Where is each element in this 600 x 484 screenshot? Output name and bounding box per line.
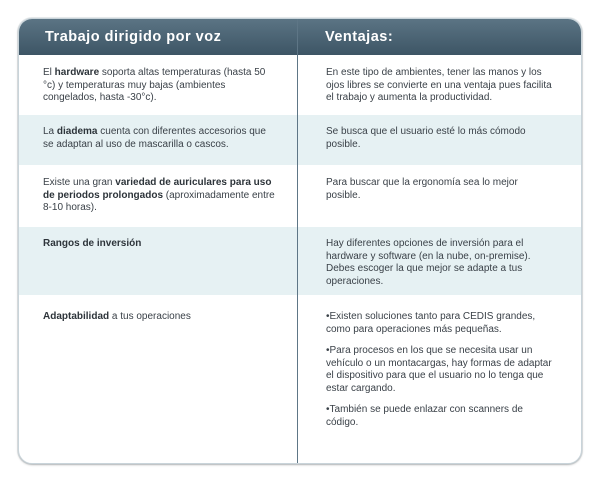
advantage-bullet: •Para procesos en los que se necesita usar un vehículo o un montacargas, hay formas de adaptar el dispositivo para que el usuario no lo tenga que estar cargando. (326, 345, 552, 394)
table-row (19, 115, 581, 165)
row-advantage: Para buscar que la ergonomía sea lo mejor posible. (326, 177, 518, 201)
row-feature: El hardware soporta altas temperaturas (hasta 50 °c) y temperaturas muy bajas (ambientes congelados, hasta -30°c). (43, 67, 266, 103)
advantage-bullet: •Existen soluciones tanto para CEDIS grandes, como para operaciones más pequeñas. (326, 311, 536, 335)
header-right-title: Ventajas: (325, 29, 394, 45)
table-row (19, 227, 581, 295)
row-advantage: En este tipo de ambientes, tener las manos y los ojos libres se convierte en una ventaja pues facilita el trabajo y aumenta la productividad. (326, 67, 552, 103)
table-row (19, 295, 581, 463)
row-advantage: Hay diferentes opciones de inversión para el hardware y software (en la nube, on-premise). Debes escoger la que mejor se adapte a tus operaciones. (326, 238, 531, 287)
row-feature: Existe una gran variedad de auriculares para uso de periodos prolongados (aproximadamente entre 8-10 horas). (43, 177, 275, 213)
table-row (19, 165, 581, 227)
comparison-table (18, 18, 582, 464)
row-advantage-list (326, 311, 552, 429)
row-feature: La diadema cuenta con diferentes accesorios que se adaptan al uso de mascarilla o cascos. (43, 126, 266, 150)
row-feature: Adaptabilidad a tus operaciones (43, 311, 191, 322)
row-advantage: Se busca que el usuario esté lo más cómodo posible. (326, 126, 526, 150)
column-divider (297, 19, 298, 463)
row-feature: Rangos de inversión (43, 238, 142, 249)
advantage-bullet: •También se puede enlazar con scanners de código. (326, 404, 523, 428)
header-left-title: Trabajo dirigido por voz (45, 29, 222, 45)
table-header (19, 19, 581, 55)
